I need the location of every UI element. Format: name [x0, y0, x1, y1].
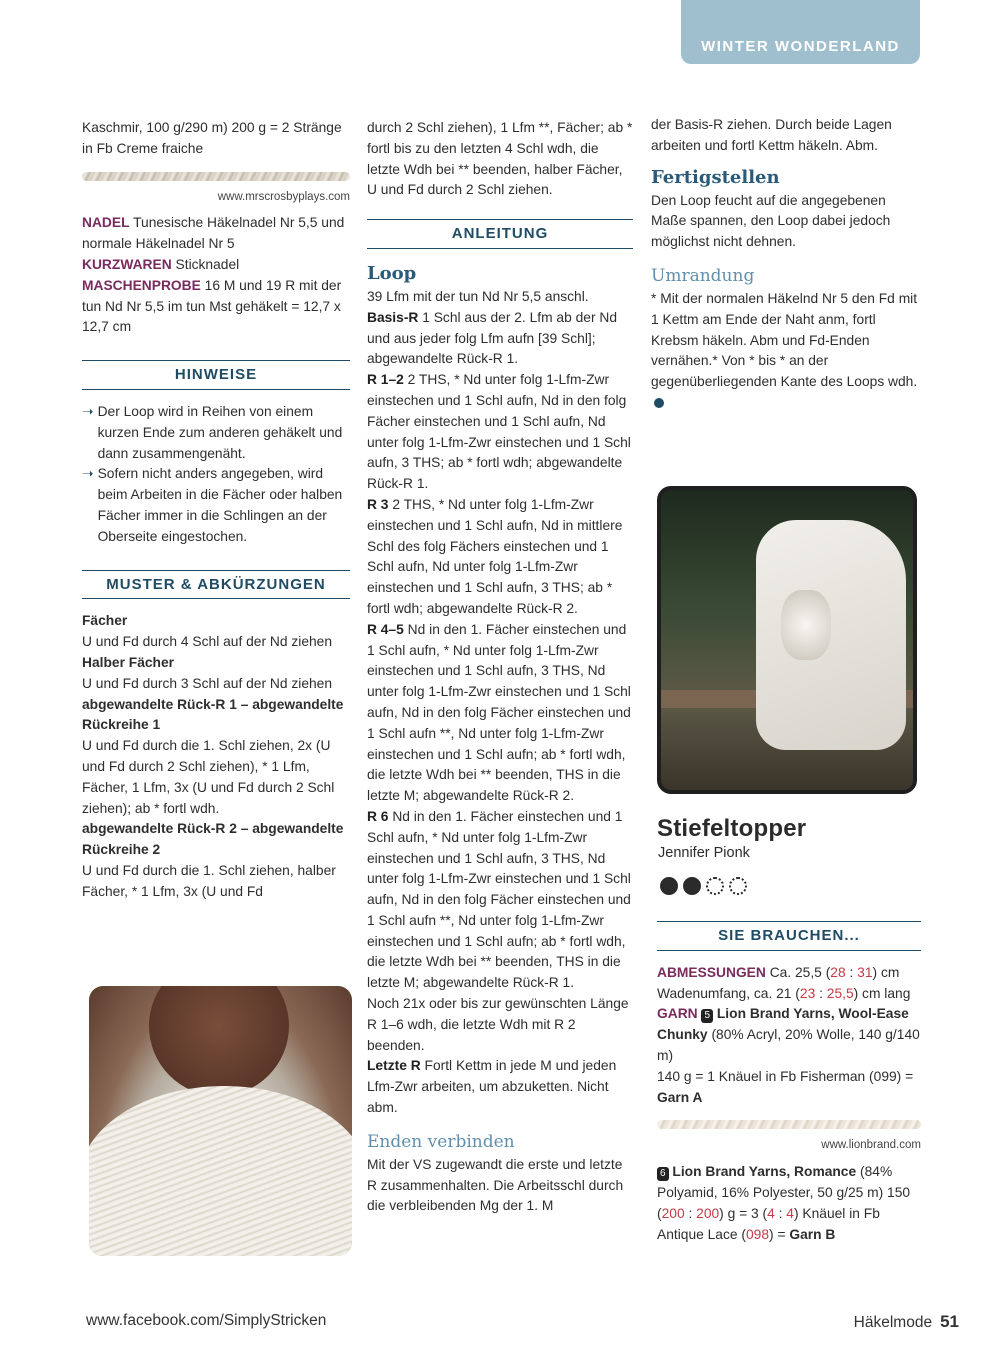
sie-brauchen-heading: SIE BRAUCHEN...	[657, 921, 921, 951]
garn-a-label: Garn A	[657, 1089, 703, 1105]
banner-label: WINTER WONDERLAND	[701, 38, 900, 55]
column-3	[651, 115, 923, 414]
arrow-icon: ➝	[82, 403, 94, 419]
loop-photo	[89, 986, 352, 1256]
row-1-2: R 1–2 2 THS, * Nd unter folg 1-Lfm-Zwr einstechen und 1 Schl aufn, Nd in den folg Fächer einstechen und 1 Schl aufn, Nd unter folg 1-Lfm-Zwr einstechen und 1 Schl aufn, 3 THS; ab * fortl wdh; abgewandelte Rück-R 1.	[367, 372, 631, 492]
difficulty-empty-icon	[729, 877, 747, 895]
rr2-text: U und Fd durch die 1. Schl ziehen, halber Fächer, * 1 Lfm, 3x (U und Fd	[82, 862, 336, 899]
hinweis-item: ➝ Sofern nicht anders angegeben, wird beim Arbeiten in die Fächer oder halben Fächer immer in die Schlingen an der Oberseite eingestochen.	[82, 464, 350, 547]
nadel-text: Tunesische Häkelnadel Nr 5,5 und normale Häkelnadel Nr 5	[82, 215, 345, 252]
continued-text: durch 2 Schl ziehen), 1 Lfm **, Fächer; ab * fortl bis zu den letzten 4 Schl wdh, die letzte Wdh bei ** beenden, halber Fächer, U und Fd durch 2 Schl ziehen.	[367, 120, 633, 198]
yarn-url: www.lionbrand.com	[821, 1139, 921, 1152]
masch-label: MASCHENPROBE	[82, 277, 201, 293]
rr1-heading: abgewandelte Rück-R 1 – abgewandelte Rückreihe 1	[82, 696, 344, 733]
continued-text-3: der Basis-R ziehen. Durch beide Lagen arbeiten und fortl Kettm häkeln. Abm.	[651, 117, 892, 153]
masch-line	[82, 276, 350, 338]
muster-heading: MUSTER & ABKÜRZUNGEN	[82, 570, 350, 600]
row-4-5: R 4–5 Nd in den 1. Fächer einstechen und 1 Schl aufn, * Nd unter folg 1-Lfm-Zwr einstechen und 1 Schl aufn, 3 THS, Nd unter folg 1-Lfm-Zwr einstechen und 1 Schl aufn, Nd in den folg Fächer einstechen und 1 Schl aufn **, Nd unter folg 1-Lfm-Zwr einstechen und 1 Schl aufn; ab * fortl wdh, die letzte Wdh bei ** beenden, THS in die letzte M; abgewandelte Rück-R 2.	[367, 621, 631, 804]
footer-section: Häkelmode	[853, 1314, 933, 1331]
difficulty-rating	[660, 877, 747, 895]
project-title: Stiefeltopper	[657, 815, 807, 842]
nadel-label: NADEL	[82, 215, 130, 231]
end-mark-icon	[654, 398, 664, 408]
facher-heading: Fächer	[82, 613, 128, 629]
row-3: R 3 2 THS, * Nd unter folg 1-Lfm-Zwr einstechen und 1 Schl aufn, Nd in mittlere Schl des folg Fächers einstechen und 1 Schl aufn, Nd unter folg 1-Lfm-Zwr einstechen und 1 Schl aufn, 3 THS; ab * fortl wdh; abgewandelte Rück-R 2.	[367, 496, 623, 616]
umrandung-heading: Umrandung	[651, 265, 755, 286]
page-number: 51	[940, 1312, 959, 1331]
garn-b-line: 6 Lion Brand Yarns, Romance (84% Polyamid, 16% Polyester, 50 g/25 m) 150 (200 : 200) g = 3 (4 : 4) Knäuel in Fb Antique Lace (098) = Garn B	[657, 1164, 911, 1242]
difficulty-filled-icon	[683, 877, 701, 895]
hinweise-heading: HINWEISE	[82, 360, 350, 390]
abmessungen-line: ABMESSUNGEN Ca. 25,5 (28 : 31) cm Wadenumfang, ca. 21 (23 : 25,5) cm lang	[657, 964, 911, 1001]
garn-a-line: GARN 5 Lion Brand Yarns, Wool-Ease Chunky (80% Acryl, 20% Wolle, 140 g/140 m)	[657, 1006, 920, 1063]
yarn-weight-icon: 5	[701, 1009, 713, 1023]
facher-text: U und Fd durch 4 Schl auf der Nd ziehen	[82, 634, 333, 650]
row-6: R 6 Nd in den 1. Fächer einstechen und 1 Schl aufn, * Nd unter folg 1-Lfm-Zwr einstechen und 1 Schl aufn, 3 THS, Nd unter folg 1-Lfm-Zwr einstechen und 1 Schl aufn, Nd in den folg Fächer einstechen und 1 Schl aufn **, Nd unter folg 1-Lfm-Zwr einstechen und 1 Schl aufn; ab * fortl wdh, die letzte Wdh bei ** beenden, THS in die letzte M; abgewandelte Rück-R 1.	[367, 808, 631, 991]
fertigstellen-heading: Fertigstellen	[651, 166, 780, 188]
boot-topper-photo	[657, 486, 917, 794]
kurz-text: Sticknadel	[175, 256, 240, 272]
yarn-swatch-image	[82, 172, 350, 181]
column-2	[367, 118, 633, 1217]
garn-a-qty: 140 g = 1 Knäuel in Fb Fisherman (099) =	[657, 1068, 914, 1084]
masch-text: 16 M und 19 R mit der tun Nd Nr 5,5 im tun Mst gehäkelt = 12,7 x 12,7 cm	[82, 277, 342, 335]
enden-heading: Enden verbinden	[367, 1131, 515, 1152]
footer-link[interactable]: www.facebook.com/SimplyStricken	[86, 1312, 327, 1329]
column-1	[82, 118, 350, 903]
repeat-text: Noch 21x oder bis zur gewünschten Länge R 1–6 wdh, die letzte Wdh mit R 2 beenden.	[367, 996, 629, 1053]
enden-text: Mit der VS zugewandt die erste und letzte R zusammenhalten. Die Arbeitsschl durch die verbleibenden Mg der 1. M	[367, 1156, 624, 1214]
nadel-line	[82, 213, 350, 255]
yarn-weight-icon: 6	[657, 1167, 669, 1181]
yarn-url: www.mrscrosbyplays.com	[217, 190, 350, 203]
hinweis-item: ➝ Der Loop wird in Reihen von einem kurzen Ende zum anderen gehäkelt und dann zusammengenäht.	[82, 402, 350, 464]
anleitung-heading: ANLEITUNG	[367, 219, 633, 249]
difficulty-empty-icon	[706, 877, 724, 895]
yarn-swatch-image	[657, 1120, 921, 1129]
basis-row: Basis-R 1 Schl aus der 2. Lfm ab der Nd und aus jeder folg Lfm aufn [39 Schl]; abgewandelte Rück-R 1.	[367, 309, 618, 367]
arrow-icon: ➝	[82, 466, 94, 482]
section-banner	[681, 0, 920, 64]
loop-heading: Loop	[367, 262, 417, 284]
footer-right	[854, 1312, 959, 1332]
kurz-label: KURZWAREN	[82, 256, 172, 272]
difficulty-filled-icon	[660, 877, 678, 895]
kurz-line	[82, 255, 350, 276]
fertigstellen-text: Den Loop feucht auf die angegebenen Maße spannen, den Loop dabei jedoch möglichst nicht dehnen.	[651, 192, 891, 250]
requirements-box	[657, 921, 921, 1245]
umrandung-text: * Mit der normalen Häkelnd Nr 5 den Fd mit 1 Kettm am Ende der Naht anm, fortl Krebsm häkeln. Abm und Fd-Enden vernähen.* Von * bis * an der gegenüberliegenden Kante des Loops wdh.	[651, 289, 923, 414]
halber-text: U und Fd durch 3 Schl auf der Nd ziehen	[82, 675, 333, 691]
rr2-heading: abgewandelte Rück-R 2 – abgewandelte Rückreihe 2	[82, 821, 344, 858]
last-row: Letzte R Fortl Kettm in jede M und jeden Lfm-Zwr arbeiten, um abzuketten. Nicht abm.	[367, 1058, 617, 1116]
rr1-text: U und Fd durch die 1. Schl ziehen, 2x (U und Fd durch 2 Schl ziehen), * 1 Lfm, Fächer, 1 Lfm, 3x (U und Fd durch 2 Schl ziehen); ab * fortl wdh.	[82, 738, 335, 816]
loop-text: 39 Lfm mit der tun Nd Nr 5,5 anschl.	[367, 288, 589, 304]
project-author: Jennifer Pionk	[658, 845, 750, 861]
yarn-text: Kaschmir, 100 g/290 m) 200 g = 2 Stränge in Fb Creme fraiche	[82, 120, 342, 156]
halber-heading: Halber Fächer	[82, 654, 175, 670]
